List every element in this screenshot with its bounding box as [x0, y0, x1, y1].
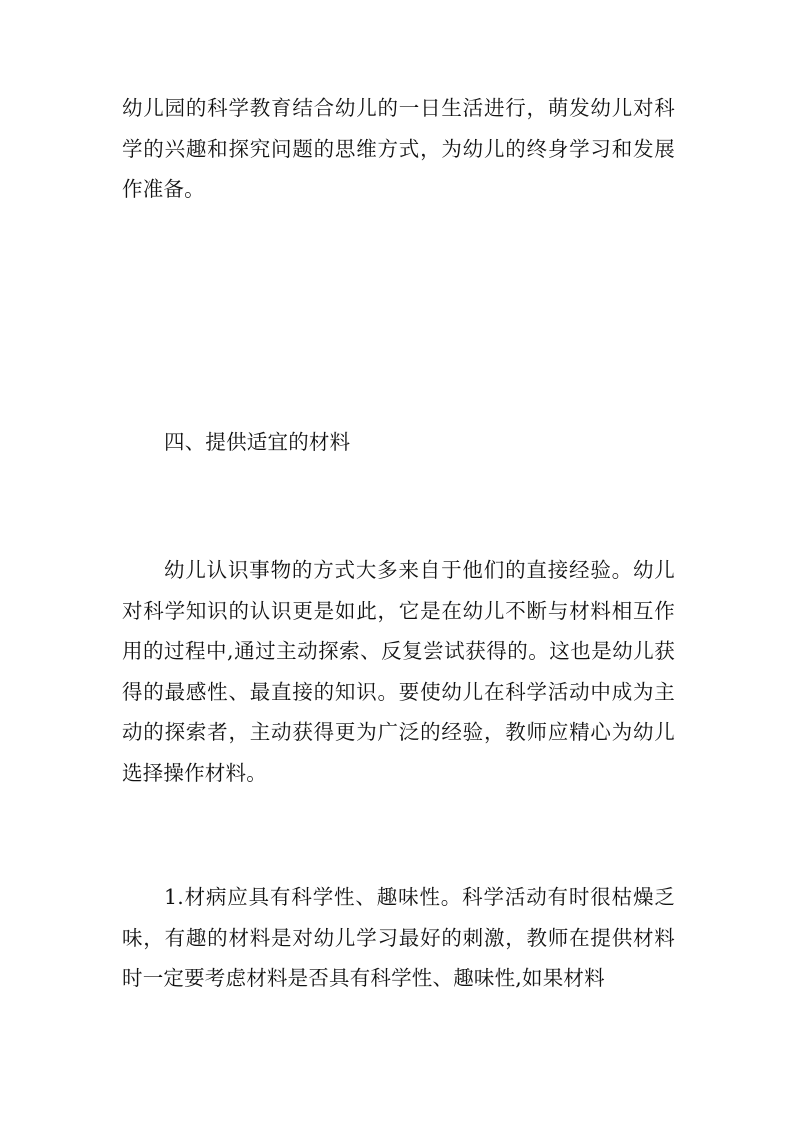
paragraph-science-education: 幼儿园的科学教育结合幼儿的一日生活进行，萌发幼儿对科学的兴趣和探究问题的思维方式，为幼儿的终身学习和发展作准备。 [122, 96, 675, 201]
section-heading-provide-materials: 四、提供适宜的材料 [164, 430, 351, 454]
paragraph-materials-scientific-interesting: 1.材病应具有科学性、趣味性。科学活动有时很枯燥乏味，有趣的材料是对幼儿学习最好的刺激，教师在提供材料时一定要考虑材料是否具有科学性、趣味性,如果材料 [122, 885, 675, 990]
paragraph-direct-experience: 幼儿认识事物的方式大多来自于他们的直接经验。幼儿对科学知识的认识更是如此，它是在幼儿不断与材料相互作用的过程中,通过主动探索、反复尝试获得的。这也是幼儿获得的最感性、最直接的知识。要使幼儿在科学活动中成为主动的探索者，主动获得更为广泛的经验，教师应精心为幼儿选择操作材料。 [122, 558, 675, 785]
